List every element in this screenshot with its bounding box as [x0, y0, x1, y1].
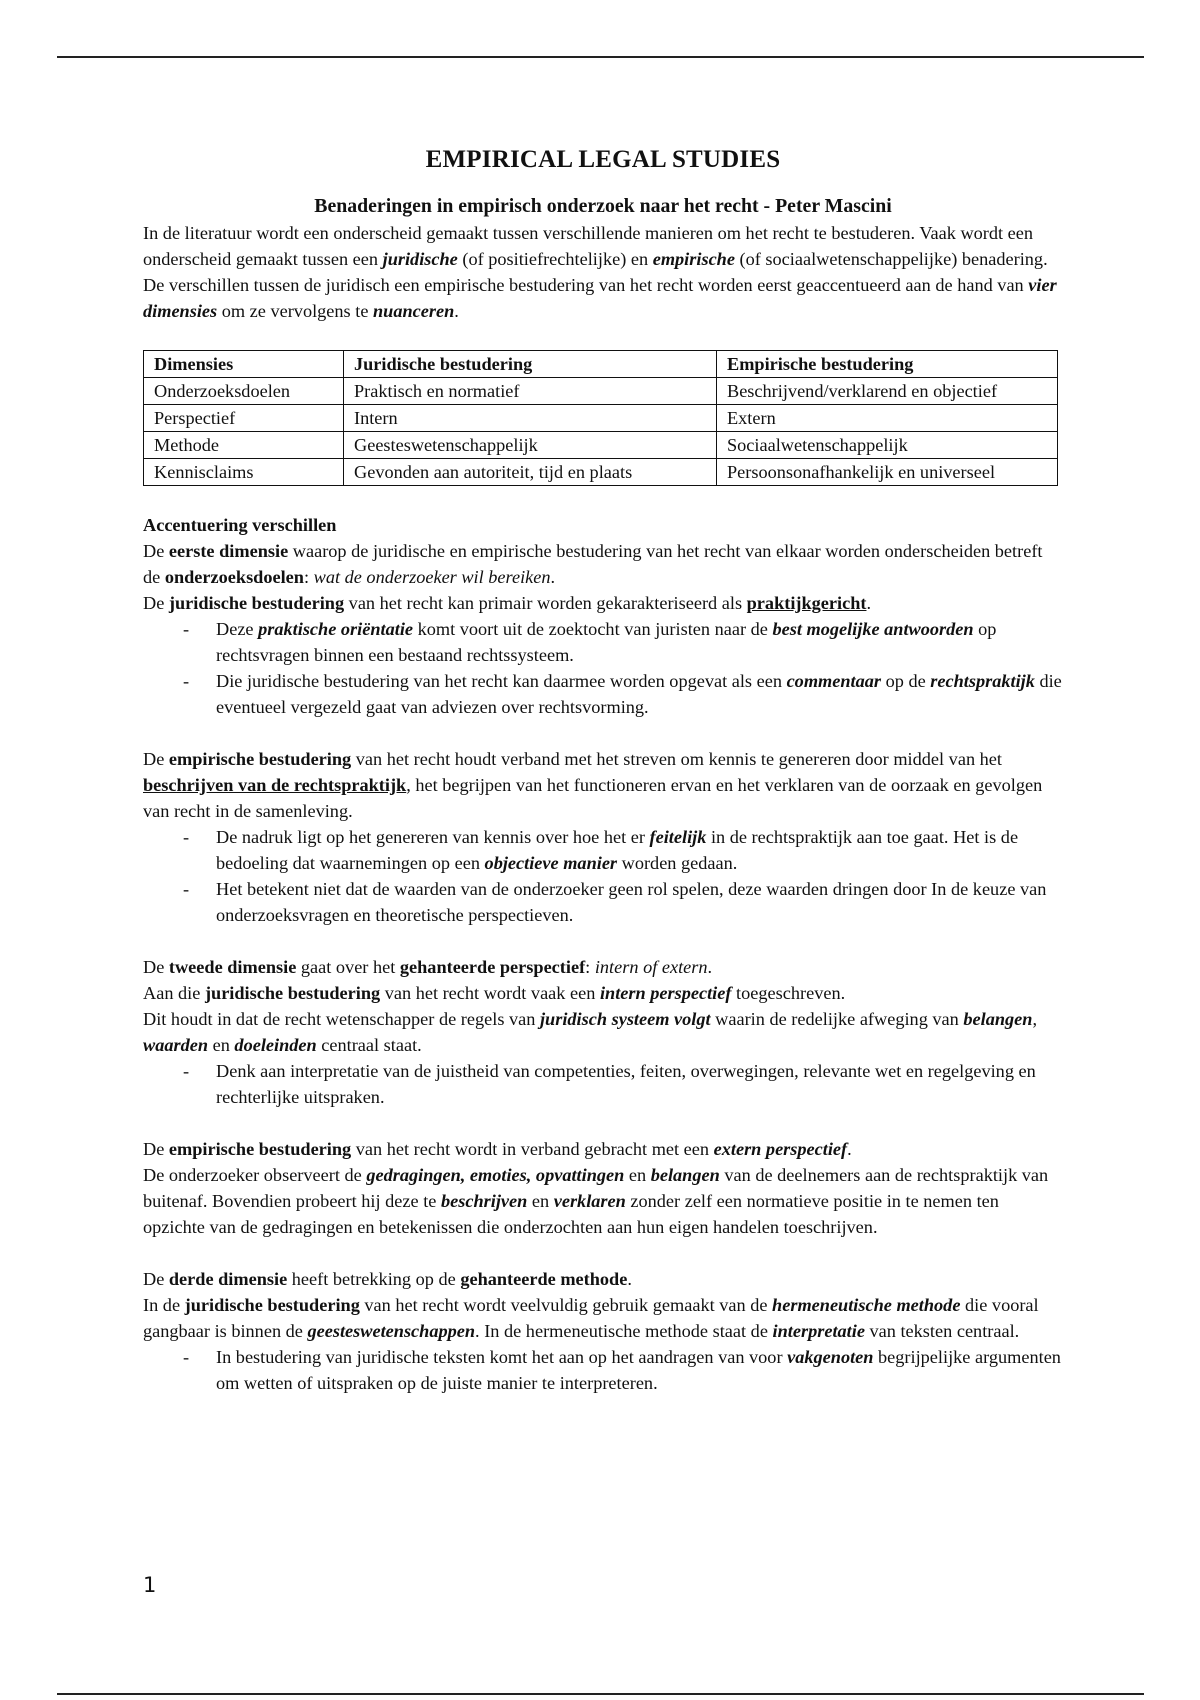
section-derde-dimensie — [143, 1266, 1063, 1396]
table-cell: Intern — [344, 405, 717, 432]
intro-paragraph: In de literatuur wordt een onderscheid gemaakt tussen verschillende manieren om het recht te bestuderen. Vaak wordt een onderscheid gemaakt tussen een juridische (of positiefrechtelijke) en empirische (of sociaalwetenschappelijke) benadering. — [143, 223, 1048, 269]
paragraph: In de juridische bestudering van het recht wordt veelvuldig gebruik gemaakt van de hermeneutische methode die vooral gangbaar is binnen de geesteswetenschappen. In de hermeneutische methode staat de interpretatie van teksten centraal. — [143, 1295, 1039, 1341]
section-empirische — [143, 746, 1063, 928]
table-cell: Kennisclaims — [144, 459, 344, 486]
table-header-cell: Juridische bestudering — [344, 351, 717, 378]
bullet-list — [143, 616, 1063, 720]
table-row — [144, 378, 1058, 405]
list-item: - Denk aan interpretatie van de juistheid van competenties, feiten, overwegingen, relevante wet en regelgeving en rechterlijke uitspraken. — [143, 1058, 1063, 1110]
paragraph: De onderzoeker observeert de gedragingen, emoties, opvattingen en belangen van de deelnemers aan de rechtspraktijk van buitenaf. Bovendien probeert hij deze te beschrijven en verklaren zonder zelf een normatieve positie in te nemen ten opzichte van de gedragingen en betekenissen die onderzochten aan hun eigen handelen toeschrijven. — [143, 1165, 1049, 1237]
list-item: - De nadruk ligt op het genereren van kennis over hoe het er feitelijk in de rechtspraktijk aan toe gaat. Het is de bedoeling dat waarnemingen op een objectieve manier worden gedaan. — [143, 824, 1063, 876]
table-cell: Beschrijvend/verklarend en objectief — [717, 378, 1058, 405]
bullet-list — [143, 1344, 1063, 1396]
table-header-cell: Dimensies — [144, 351, 344, 378]
section-accentuering — [143, 512, 1063, 720]
table-row — [144, 405, 1058, 432]
document-body — [143, 142, 1063, 1396]
list-item: - Deze praktische oriëntatie komt voort uit de zoektocht van juristen naar de best mogelijke antwoorden op rechtsvragen binnen een bestaand rechtssysteem. — [143, 616, 1063, 668]
table-header-cell: Empirische bestudering — [717, 351, 1058, 378]
header-rule — [57, 56, 1144, 58]
paragraph: De empirische bestudering van het recht houdt verband met het streven om kennis te genereren door middel van het beschrijven van de rechtspraktijk, het begrijpen van het functioneren ervan en het verklaren van de oorzaak en gevolgen van recht in de samenleving. — [143, 749, 1043, 821]
intro-paragraph-2: De verschillen tussen de juridisch een empirische bestudering van het recht worden eerst geaccentueerd aan de hand van vier dimensies om ze vervolgens te nuanceren. — [143, 275, 1057, 321]
paragraph: De empirische bestudering van het recht wordt in verband gebracht met een extern perspectief. — [143, 1139, 852, 1159]
table-cell: Gevonden aan autoriteit, tijd en plaats — [344, 459, 717, 486]
table-cell: Persoonsonafhankelijk en universeel — [717, 459, 1058, 486]
table-cell: Methode — [144, 432, 344, 459]
document-subtitle: Benaderingen in empirisch onderzoek naar het recht - Peter Mascini — [314, 195, 892, 217]
table-cell: Extern — [717, 405, 1058, 432]
list-item: - Het betekent niet dat de waarden van de onderzoeker geen rol spelen, deze waarden dringen door In de keuze van onderzoeksvragen en theoretische perspectieven. — [143, 876, 1063, 928]
table-row — [144, 459, 1058, 486]
paragraph: Dit houdt in dat de recht wetenschapper de regels van juridisch systeem volgt waarin de redelijke afweging van belangen, waarden en doeleinden centraal staat. — [143, 1009, 1038, 1055]
document-title: EMPIRICAL LEGAL STUDIES — [425, 146, 781, 173]
table-cell: Geesteswetenschappelijk — [344, 432, 717, 459]
list-item: - In bestudering van juridische teksten komt het aan op het aandragen van voor vakgenoten begrijpelijke argumenten om wetten of uitspraken op de juiste manier te interpreteren. — [143, 1344, 1063, 1396]
section-extern-perspectief — [143, 1136, 1063, 1240]
table-row — [144, 432, 1058, 459]
paragraph: De eerste dimensie waarop de juridische en empirische bestudering van het recht van elkaar worden onderscheiden betreft de onderzoeksdoelen: wat de onderzoeker wil bereiken. — [143, 541, 1043, 587]
table-cell: Onderzoeksdoelen — [144, 378, 344, 405]
paragraph: De tweede dimensie gaat over het gehanteerde perspectief: intern of extern. — [143, 957, 713, 977]
paragraph: Aan die juridische bestudering van het recht wordt vaak een intern perspectief toegeschreven. — [143, 983, 846, 1003]
table-cell: Sociaalwetenschappelijk — [717, 432, 1058, 459]
page-number: 1 — [143, 1573, 157, 1597]
table-cell: Praktisch en normatief — [344, 378, 717, 405]
section-heading: Accentuering verschillen — [143, 515, 337, 535]
footer-rule — [57, 1693, 1144, 1695]
list-item: - Die juridische bestudering van het recht kan daarmee worden opgevat als een commentaar op de rechtspraktijk die eventueel vergezeld gaat van adviezen over rechtsvorming. — [143, 668, 1063, 720]
bullet-list — [143, 824, 1063, 928]
paragraph: De juridische bestudering van het recht kan primair worden gekarakteriseerd als praktijkgericht. — [143, 593, 872, 613]
paragraph: De derde dimensie heeft betrekking op de gehanteerde methode. — [143, 1269, 632, 1289]
dimensions-table — [143, 350, 1058, 486]
bullet-list — [143, 1058, 1063, 1110]
table-header-row — [144, 351, 1058, 378]
section-tweede-dimensie — [143, 954, 1063, 1110]
table-cell: Perspectief — [144, 405, 344, 432]
